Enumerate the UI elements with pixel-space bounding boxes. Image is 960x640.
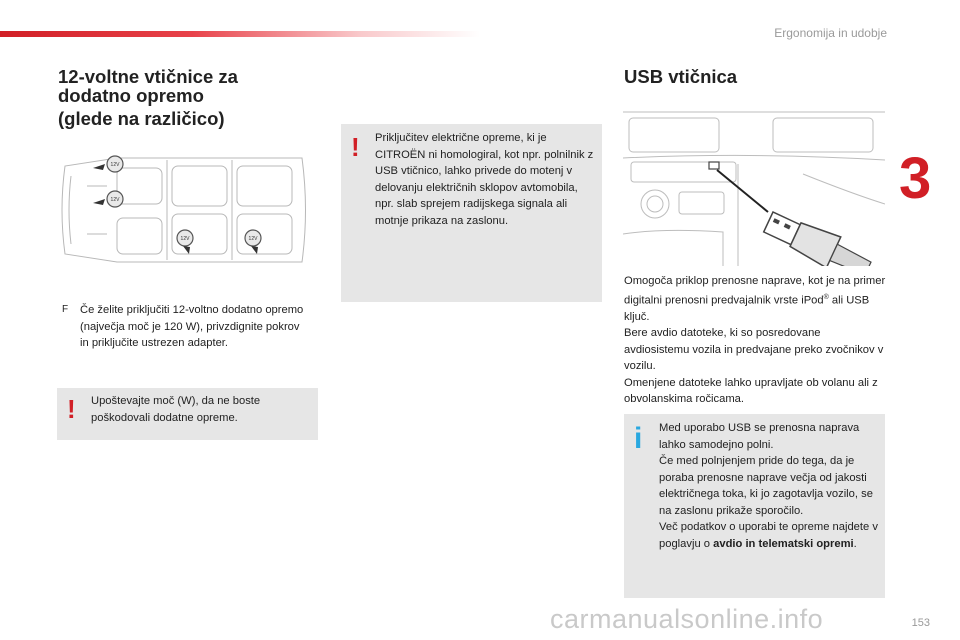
usb-para-3: Omenjene datoteke lahko upravljate ob volanu ali z obvolanskima ročicama. (624, 376, 878, 406)
usb-para-1-end: ali USB ključ. (624, 294, 870, 323)
warning-box-middle (341, 124, 602, 302)
bullet-icon: F (62, 304, 69, 315)
socket-label: 12V (110, 197, 120, 203)
chapter-number: 3 (899, 146, 932, 211)
info-line-2: Če med polnjenjem pride do tega, da je poraba prenosne naprave večja od jakosti električnega toka, ki jo zagotavlja vozilo, se na zaslonu prikaže sporočilo. (659, 455, 873, 517)
socket-label: 12V (180, 236, 190, 242)
info-box-usb (624, 414, 885, 598)
title-line-3: (glede na različico) (58, 108, 225, 129)
header-accent-bar (0, 31, 480, 37)
title-line-1: 12-voltne vtičnice za (58, 66, 238, 87)
registered-mark: ® (823, 293, 829, 301)
chapter-title: Ergonomija in udobje (774, 26, 887, 40)
title-line-2: dodatno opremo (58, 85, 204, 106)
warning-box-left (57, 388, 318, 440)
van-topview-icon (57, 146, 312, 274)
warning-text: Priključitev električne opreme, ki je CITROËN ni homologiral, kot npr. polnilnik z USB vtičnico, lahko privede do motenj v delovanju električnih sklopov avtomobila, npr. slab sprejem radijskega signala ali motnje prikaza na zaslonu. (375, 132, 594, 227)
info-link-text: avdio in telematski opremi (713, 537, 854, 550)
watermark: carmanualsonline.info (550, 604, 824, 634)
info-icon: i (634, 422, 643, 455)
usb-para-1: Omogoča priklop prenosne naprave, kot je na primer digitalni prenosni predvajalnik vrste iPod (624, 275, 886, 307)
info-text (659, 420, 879, 552)
page-number: 153 (911, 617, 930, 629)
warning-icon: ! (67, 394, 76, 424)
warning-text: Upoštevajte moč (W), da ne boste poškodovali dodatne opreme. (91, 395, 261, 424)
usb-plug-icon (623, 104, 885, 266)
usb-description (624, 273, 886, 408)
socket-label: 12V (110, 162, 120, 168)
socket-label: 12V (248, 236, 258, 242)
usb-para-2: Bere avdio datoteke, ki so posredovane avdiosistemu vozila in predvajane preko zvočnikov v vozilu. (624, 327, 884, 373)
info-line-3-end: . (853, 537, 857, 550)
section-title-12v (58, 67, 238, 128)
usb-dashboard-illustration (623, 104, 885, 266)
info-line-3: Več podatkov o uporabi te opreme najdete v poglavju o (659, 521, 878, 550)
van-interior-illustration (57, 146, 312, 274)
warning-icon: ! (351, 132, 360, 162)
info-line-1: Med uporabo USB se prenosna naprava lahko samodejno polni. (659, 422, 860, 451)
section-title-usb: USB vtičnica (624, 66, 738, 87)
instruction-text: Če želite priključiti 12-voltno dodatno opremo (največja moč je 120 W), privzdignite pokrov in priključite ustrezen adapter. (80, 304, 304, 349)
